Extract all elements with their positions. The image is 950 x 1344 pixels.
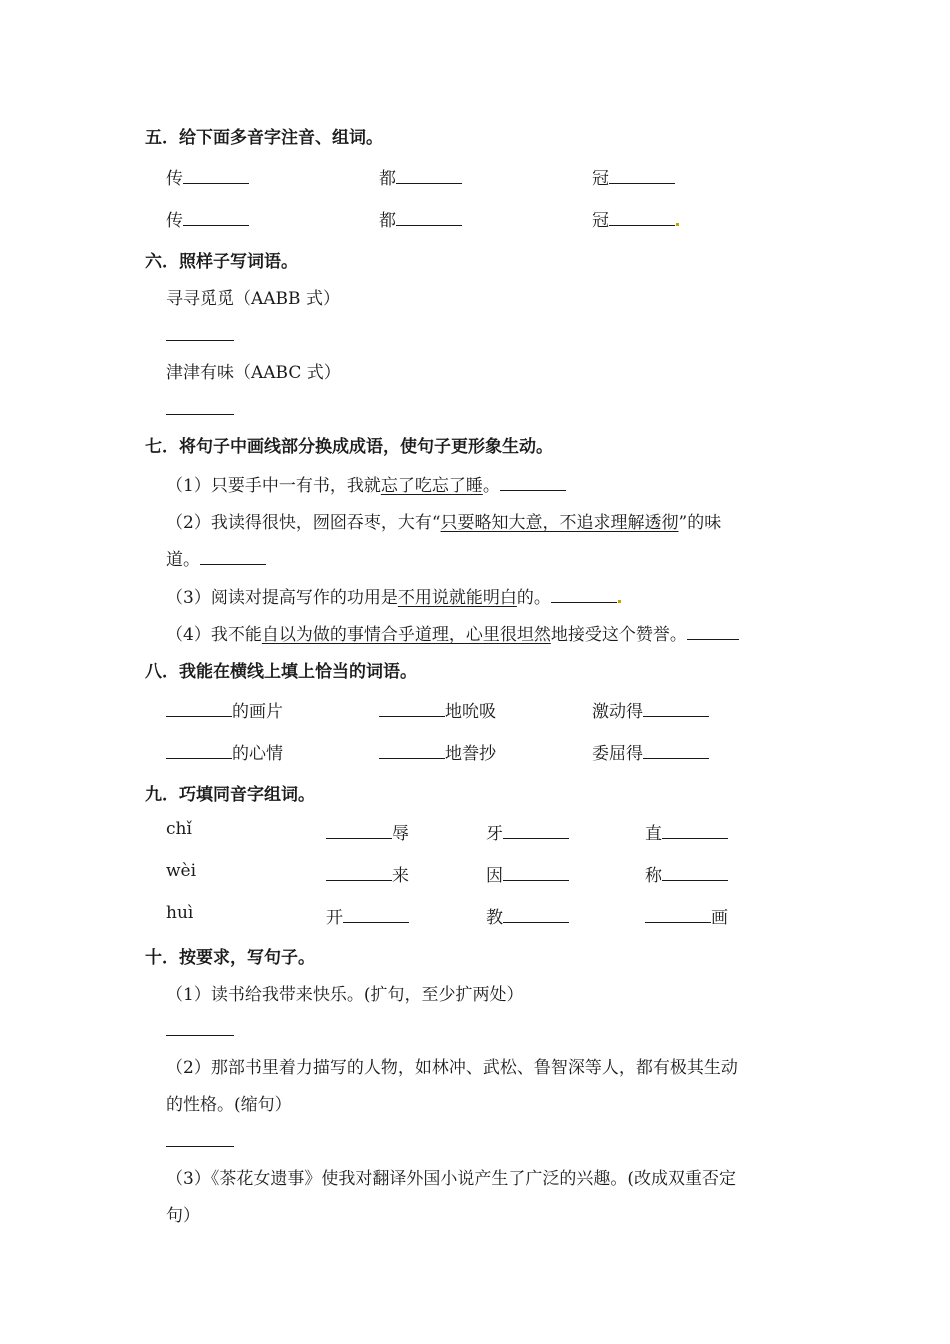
- section-9-heading: 九．巧填同音字组词。: [145, 785, 315, 805]
- example-1: 寻寻觅觅（AABB 式）: [166, 289, 340, 309]
- mark-dot: [618, 600, 621, 603]
- section-5-heading: 五．给下面多音字注音、组词。: [145, 128, 383, 148]
- answer-blank[interactable]: [645, 907, 711, 923]
- question-10-1: （1）读书给我带来快乐。(扩句，至少扩两处）: [166, 985, 524, 1005]
- polyphone-item: 冠: [592, 164, 675, 189]
- question-7-2-cont: 道。: [166, 545, 266, 570]
- answer-blank[interactable]: [609, 168, 675, 184]
- fill-item: 的心情: [166, 739, 283, 764]
- fill-item: 地吮吸: [379, 697, 496, 722]
- answer-blank[interactable]: [643, 701, 709, 717]
- section-7-heading: 七．将句子中画线部分换成成语，使句子更形象生动。: [145, 437, 553, 457]
- answer-blank[interactable]: [609, 210, 675, 226]
- homophone-item: 辱: [326, 819, 409, 844]
- answer-blank[interactable]: [166, 1145, 234, 1147]
- answer-blank[interactable]: [643, 743, 709, 759]
- answer-blank[interactable]: [166, 1034, 234, 1036]
- answer-blank[interactable]: [396, 210, 462, 226]
- answer-blank[interactable]: [379, 743, 445, 759]
- answer-blank[interactable]: [166, 413, 234, 415]
- answer-blank[interactable]: [500, 475, 566, 491]
- question-7-4: （4）我不能自以为做的事情合乎道理，心里很坦然地接受这个赞誉。: [166, 620, 739, 645]
- answer-blank[interactable]: [662, 823, 728, 839]
- fill-item: 地誊抄: [379, 739, 496, 764]
- homophone-item: 画: [645, 903, 728, 928]
- question-10-3-line1: （3）《茶花女遗事》使我对翻译外国小说产生了广泛的兴趣。(改成双重否定: [166, 1169, 736, 1189]
- homophone-item: 开: [326, 903, 409, 928]
- answer-blank[interactable]: [503, 865, 569, 881]
- question-10-3-line2: 句）: [166, 1206, 200, 1226]
- answer-blank[interactable]: [183, 210, 249, 226]
- pinyin-label: huì: [166, 903, 194, 923]
- homophone-item: 称: [645, 861, 728, 886]
- section-6-heading: 六．照样子写词语。: [145, 252, 298, 272]
- section-8-heading: 八．我能在横线上填上恰当的词语。: [145, 662, 417, 682]
- pinyin-label: chǐ: [166, 819, 192, 839]
- question-10-2-line1: （2）那部书里着力描写的人物，如林冲、武松、鲁智深等人，都有极其生动: [166, 1058, 738, 1078]
- answer-blank[interactable]: [379, 701, 445, 717]
- homophone-item: 来: [326, 861, 409, 886]
- polyphone-item: 都: [379, 206, 462, 231]
- answer-blank[interactable]: [687, 624, 739, 640]
- answer-blank[interactable]: [396, 168, 462, 184]
- fill-item: 委屈得: [592, 739, 709, 764]
- example-2: 津津有味（AABC 式）: [166, 363, 341, 383]
- answer-blank[interactable]: [166, 743, 232, 759]
- answer-blank[interactable]: [551, 587, 617, 603]
- fill-item: 的画片: [166, 697, 283, 722]
- answer-blank[interactable]: [166, 339, 234, 341]
- answer-blank[interactable]: [662, 865, 728, 881]
- homophone-item: 直: [645, 819, 728, 844]
- section-10-heading: 十．按要求，写句子。: [145, 948, 315, 968]
- homophone-item: 牙: [486, 819, 569, 844]
- answer-blank[interactable]: [183, 168, 249, 184]
- polyphone-item: 传: [166, 164, 249, 189]
- question-7-1: （1）只要手中一有书，我就忘了吃忘了睡。: [166, 471, 566, 496]
- question-7-2: （2）我读得很快，囫囵吞枣，大有“只要略知大意，不追求理解透彻”的味: [166, 513, 722, 533]
- question-7-3: （3）阅读对提高写作的功用是不用说就能明白的。: [166, 583, 621, 608]
- answer-blank[interactable]: [503, 907, 569, 923]
- fill-item: 激动得: [592, 697, 709, 722]
- answer-blank[interactable]: [326, 865, 392, 881]
- polyphone-item: 冠: [592, 206, 679, 231]
- answer-blank[interactable]: [326, 823, 392, 839]
- answer-blank[interactable]: [166, 701, 232, 717]
- answer-blank[interactable]: [343, 907, 409, 923]
- answer-blank[interactable]: [200, 549, 266, 565]
- question-10-2-line2: 的性格。(缩句）: [166, 1095, 292, 1115]
- polyphone-item: 传: [166, 206, 249, 231]
- polyphone-item: 都: [379, 164, 462, 189]
- answer-blank[interactable]: [503, 823, 569, 839]
- homophone-item: 因: [486, 861, 569, 886]
- homophone-item: 教: [486, 903, 569, 928]
- pinyin-label: wèi: [166, 861, 197, 881]
- mark-dot: [676, 223, 679, 226]
